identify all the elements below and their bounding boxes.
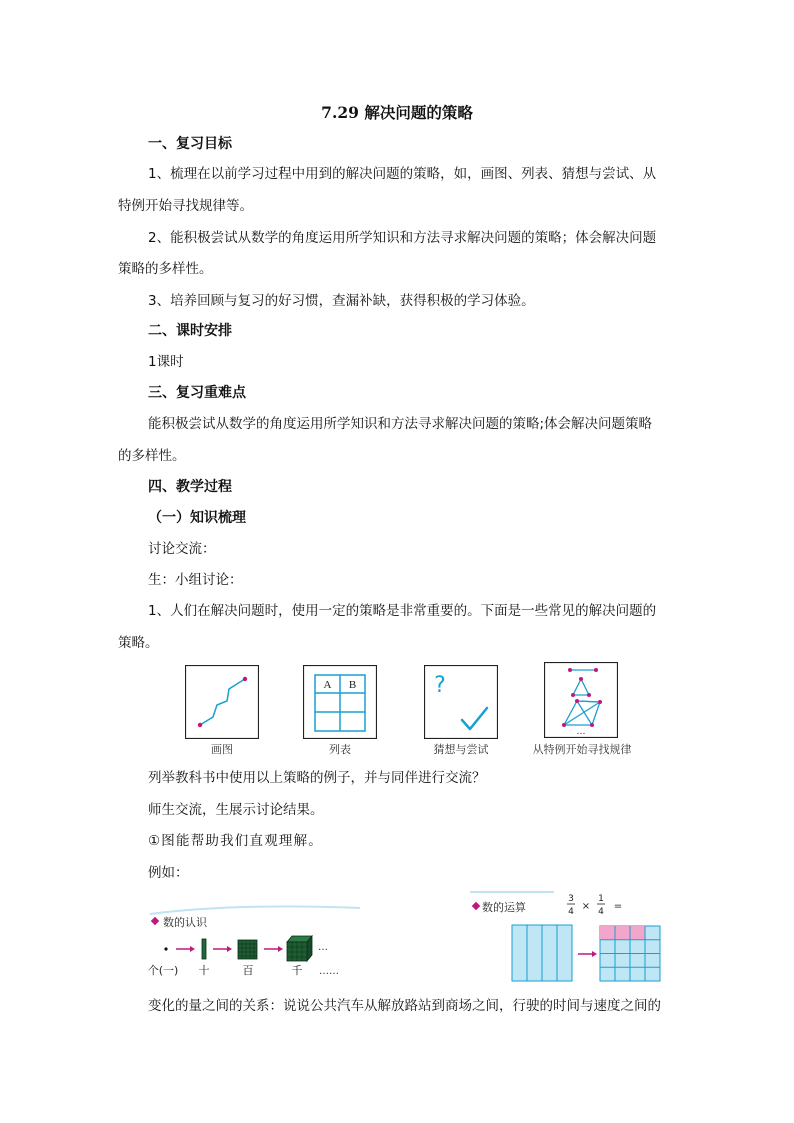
table-header-b: B [348,679,357,691]
caption-pattern: 从特例开始寻找规律 [532,743,632,756]
paragraph-strategy-line2: 策略。 [118,635,159,651]
paragraph-share: 师生交流，生展示讨论结果。 [148,802,324,818]
objective-3: 3、培养回顾与复习的好习惯，查漏补缺，获得积极的学习体验。 [148,293,535,309]
page-title: 7.29 解决问题的策略 [321,103,473,122]
number-recognition-label: 数的认识 [163,916,207,929]
pattern-ellipsis: … [576,727,586,737]
caption-draw: 画图 [211,743,233,756]
number-operation-label: 数的运算 [482,901,526,914]
unit-label-ten: 十 [198,964,210,977]
number-recognition-figure [146,900,364,984]
guess-strategy-figure [424,665,498,739]
unit-label-more: …… [319,966,339,977]
paragraph-discussion: 讨论交流： [148,541,216,557]
subsection-heading: （一）知识梳理 [148,510,246,526]
paragraph-for-example: 例如： [148,865,189,881]
fraction1-numerator: 3 [568,894,574,904]
key-points-line1: 能积极尝试从数学的角度运用所学知识和方法寻求解决问题的策略;体会解决问题策略 [148,416,653,432]
table-header-a: A [323,679,332,691]
unit-one-dot [164,947,167,950]
caption-guess: 猜想与尝试 [433,743,489,756]
caption-table: 列表 [329,743,351,756]
fraction2-denominator: 4 [598,907,604,917]
table-strategy-figure [303,665,377,739]
paragraph-student: 生：小组讨论： [148,572,243,588]
objective-2-line1: 2、能积极尝试从数学的角度运用所学知识和方法寻求解决问题的策略；体会解决问题 [148,230,657,246]
trailing-dots: … [318,942,328,953]
fraction2-numerator: 1 [598,894,604,904]
product-highlight [600,926,645,940]
key-points-line2: 的多样性。 [118,448,186,464]
objective-2-line2: 策略的多样性。 [118,261,213,277]
paragraph-strategy-line1: 1、人们在解决问题时，使用一定的策略是非常重要的。下面是一些常见的解决问题的 [148,603,657,619]
fraction1-denominator: 4 [568,907,574,917]
section-heading-objectives: 一、复习目标 [148,136,232,152]
diamond-bullet-icon [151,917,159,925]
multiply-sign: × [581,901,591,912]
section-heading-process: 四、教学过程 [148,479,232,495]
unit-label-one: 个(一) [147,964,179,977]
draw-strategy-figure [185,665,259,739]
equals-sign: = [613,901,623,912]
section-heading-key-points: 三、复习重难点 [148,385,246,401]
unit-label-hundred: 百 [242,964,254,977]
question-mark-icon: ? [434,673,446,698]
schedule-text: 1课时 [148,354,184,370]
paragraph-list-examples: 列举教科书中使用以上策略的例子，并与同伴进行交流？ [148,770,486,786]
ten-rod [202,939,206,959]
paragraph-variable-relation: 变化的量之间的关系：说说公共汽车从解放路站到商场之间，行驶的时间与速度之间的 [148,998,661,1014]
paragraph-diagram-helps: ①图能帮助我们直观理解。 [148,833,324,849]
diamond-bullet-icon [472,902,480,910]
objective-1-line1: 1、梳理在以前学习过程中用到的解决问题的策略，如，画图、列表、猜想与尝试、从 [148,166,657,182]
pattern-strategy-figure [544,662,618,738]
section-heading-schedule: 二、课时安排 [148,323,232,339]
objective-1-line2: 特例开始寻找规律等。 [118,198,253,214]
unit-label-thousand: 千 [291,964,303,977]
number-operation-figure [468,888,668,988]
